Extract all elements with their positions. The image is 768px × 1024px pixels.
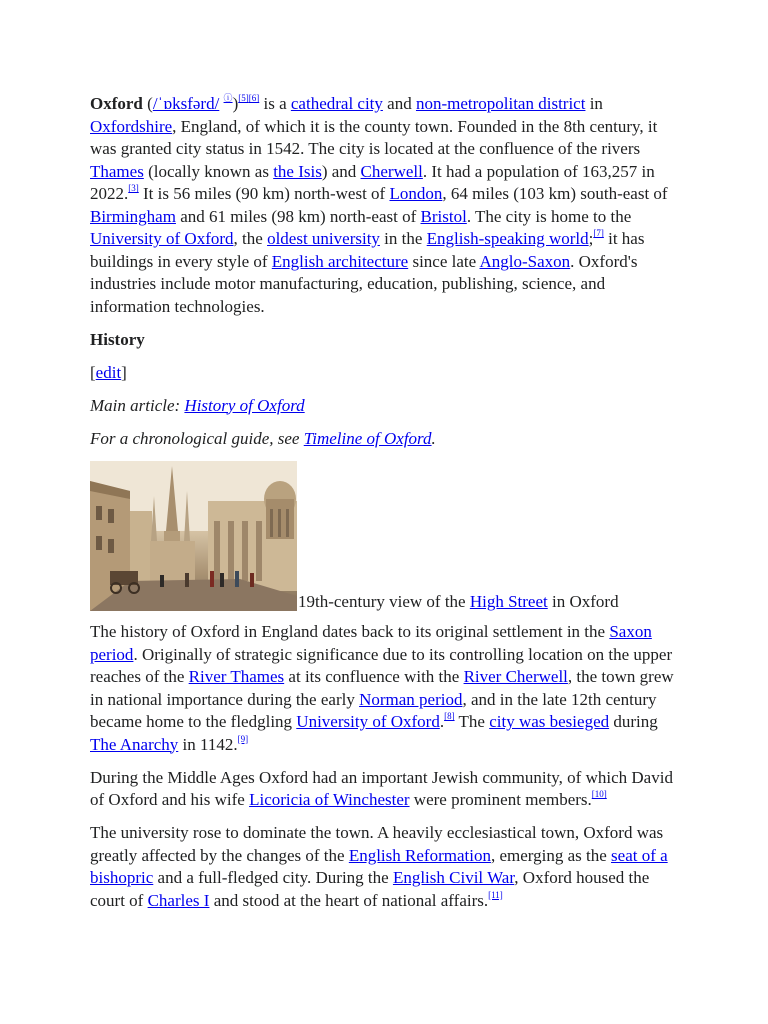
text-fragment: it has buildings in every style of (90, 229, 645, 271)
birmingham-link[interactable]: Birmingham (90, 206, 176, 226)
text-fragment: in the (379, 229, 427, 248)
anglo-saxon-link[interactable]: Anglo-Saxon (479, 251, 571, 271)
article-body (90, 93, 678, 923)
history-figure (90, 461, 678, 611)
text-fragment: , the (233, 229, 268, 248)
ipa-pronunciation-link[interactable]: /ˈɒksfərd/ (152, 94, 220, 113)
hatnote-prefix: For a chronological guide, see (90, 428, 304, 448)
intro-paragraph (90, 93, 678, 318)
licoricia-of-winchester-link[interactable]: Licoricia of Winchester (249, 790, 410, 809)
text-fragment: . Originally of strategic significance due to its controlling location on the upper reaches of the (90, 644, 673, 686)
english-speaking-world-link[interactable]: English-speaking world (426, 229, 589, 248)
cathedral-city-link[interactable]: cathedral city (290, 94, 383, 113)
text-fragment: in (585, 94, 603, 113)
history-heading: History (90, 329, 145, 349)
text-fragment: The university rose to dominate the town. A heavily ecclesiastical town, Oxford was greatly affected by the changes of the (90, 823, 664, 865)
text-fragment: The (454, 712, 490, 731)
ref-11-link[interactable]: [11] (488, 889, 503, 900)
text-fragment: since late (408, 251, 480, 271)
hatnote-prefix: Main article: (90, 395, 185, 415)
figure-caption (298, 593, 619, 611)
text-fragment: ) (232, 94, 239, 113)
main-article-hatnote (90, 395, 678, 418)
timeline-of-oxford-link[interactable]: Timeline of Oxford (303, 428, 432, 448)
ref-3-link[interactable]: [3] (128, 183, 139, 193)
seat-of-a-bishopric-link[interactable]: seat of a bishopric (90, 845, 668, 887)
the-anarchy-link[interactable]: The Anarchy (90, 734, 179, 754)
caption-suffix: in Oxford (547, 591, 619, 611)
text-fragment: at its confluence with the (284, 667, 464, 686)
text-fragment: , 64 miles (103 km) south-east of (442, 184, 668, 203)
text-fragment: , emerging as the (490, 845, 612, 865)
ref-8-link[interactable]: [8] (444, 711, 455, 721)
text-fragment: and 61 miles (98 km) north-east of (175, 206, 421, 226)
english-architecture-link[interactable]: English architecture (271, 251, 409, 271)
text-fragment: in 1142. (178, 734, 238, 754)
history-paragraph-1 (90, 621, 678, 756)
text-fragment: During the Middle Ages Oxford had an important Jewish community, of which David of Oxford and his wife (90, 767, 673, 809)
painting-illustration (90, 461, 297, 611)
text-fragment: , the town grew in national importance during the early (90, 667, 674, 709)
cherwell-link[interactable]: Cherwell (360, 161, 423, 181)
ref-9-link[interactable]: [9] (237, 733, 249, 744)
english-civil-war-link[interactable]: English Civil War (392, 868, 515, 887)
university-of-oxford-link[interactable]: University of Oxford (90, 229, 234, 248)
thames-link[interactable]: Thames (90, 161, 144, 181)
river-cherwell-link[interactable]: River Cherwell (463, 667, 568, 686)
article-title: Oxford (90, 94, 143, 113)
high-street-painting[interactable] (90, 461, 297, 611)
text-fragment: and a full-fledged city. During the (153, 868, 393, 887)
text-fragment: , Oxford housed the court of (90, 868, 650, 910)
text-fragment: The history of Oxford in England dates back to its original settlement in the (90, 622, 610, 641)
text-fragment: . Oxford's industries include motor manufacturing, education, publishing, science, and information technologies. (90, 251, 638, 316)
bracket: [ (90, 362, 96, 382)
oldest-university-link[interactable]: oldest university (267, 229, 380, 248)
text-fragment: . (431, 428, 436, 448)
text-fragment: . (439, 712, 445, 731)
caption-prefix: 19th-century view of the (298, 591, 470, 611)
history-paragraph-3 (90, 822, 678, 912)
text-fragment: were prominent members. (409, 790, 592, 809)
high-street-link[interactable]: High Street (469, 591, 548, 611)
english-reformation-link[interactable]: English Reformation (348, 845, 491, 865)
text-fragment: and stood at the heart of national affairs. (209, 890, 489, 910)
university-of-oxford-link[interactable]: University of Oxford (296, 712, 440, 731)
norman-period-link[interactable]: Norman period (359, 689, 463, 709)
edit-section (90, 362, 678, 385)
text-fragment: , England, of which it is the county town. Founded in the 8th century, it was granted city status in 1542. The city is located at the confluence of the rivers (90, 116, 658, 158)
city-was-besieged-link[interactable]: city was besieged (489, 712, 610, 731)
text-fragment: during (609, 712, 658, 731)
oxfordshire-link[interactable]: Oxfordshire (90, 116, 173, 136)
text-fragment: . The city is home to the (466, 206, 632, 226)
audio-pronunciation-link[interactable]: ⓘ (223, 93, 233, 103)
history-of-oxford-link[interactable]: History of Oxford (184, 395, 305, 415)
bracket: ] (121, 362, 127, 382)
text-fragment: It is 56 miles (90 km) north-west of (138, 184, 390, 203)
text-fragment: , and in the late 12th century became home to the fledgling (90, 689, 657, 731)
the-isis-link[interactable]: the Isis (273, 161, 322, 181)
text-fragment: ( (142, 94, 153, 113)
london-link[interactable]: London (389, 184, 443, 203)
charles-i-link[interactable]: Charles I (147, 890, 210, 910)
text-fragment: is a (259, 94, 291, 113)
history-paragraph-2 (90, 767, 678, 812)
saxon-period-link[interactable]: Saxon period (90, 622, 652, 664)
ref-10-link[interactable]: [10] (591, 789, 607, 799)
text-fragment: . It had a population of 163,257 in 2022. (90, 161, 655, 203)
text-fragment: ) and (321, 161, 361, 181)
edit-link[interactable]: edit (95, 362, 122, 382)
river-thames-link[interactable]: River Thames (188, 667, 285, 686)
ref-7-link[interactable]: [7] (593, 228, 604, 238)
text-fragment: (locally known as (143, 161, 274, 181)
chronological-hatnote (90, 428, 678, 451)
text-fragment: ; (588, 229, 594, 248)
text-fragment: and (382, 94, 416, 113)
ref-6-link[interactable]: [6] (248, 93, 260, 103)
non-metropolitan-district-link[interactable]: non-metropolitan district (415, 94, 586, 113)
ref-5-link[interactable]: [5] (238, 93, 249, 103)
bristol-link[interactable]: Bristol (420, 206, 467, 226)
